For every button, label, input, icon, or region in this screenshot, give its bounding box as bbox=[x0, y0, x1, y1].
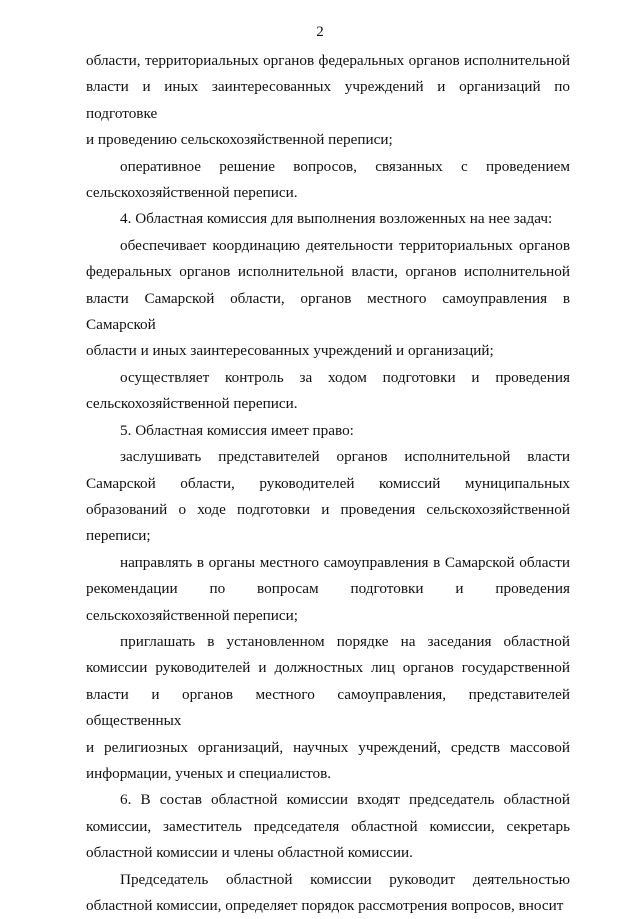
text-line: и религиозных организаций, научных учреждений, средств массовой bbox=[86, 738, 570, 756]
text-line: власти и органов местного самоуправления, представителей общественных bbox=[86, 685, 570, 730]
paragraph bbox=[86, 867, 570, 919]
paragraph bbox=[86, 629, 570, 787]
text-line: Самарской области, руководителей комиссий муниципальных bbox=[86, 474, 570, 492]
paragraph bbox=[86, 365, 570, 418]
text-line: сельскохозяйственной переписи. bbox=[86, 395, 298, 413]
text-line: переписи; bbox=[86, 527, 151, 545]
text-line: обеспечивает координацию деятельности территориальных органов bbox=[120, 236, 570, 254]
text-line: информации, ученых и специалистов. bbox=[86, 764, 332, 782]
paragraph bbox=[86, 154, 570, 207]
document-body bbox=[86, 48, 570, 919]
text-line: федеральных органов исполнительной власти, органов исполнительной bbox=[86, 263, 570, 281]
text-line: рекомендации по вопросам подготовки и проведения bbox=[86, 580, 570, 598]
text-line: комиссии, заместитель председателя областной комиссии, секретарь bbox=[86, 817, 570, 835]
text-line: 5. Областная комиссия имеет право: bbox=[120, 421, 354, 439]
text-line: 4. Областная комиссия для выполнения возложенных на нее задач: bbox=[120, 210, 553, 228]
text-line: областной комиссии и члены областной комиссии. bbox=[86, 844, 413, 862]
text-line: области, территориальных органов федеральных органов исполнительной bbox=[86, 52, 570, 69]
text-line: заслушивать представителей органов исполнительной власти bbox=[120, 448, 570, 466]
text-line: комиссии руководителей и должностных лиц органов государственной bbox=[86, 659, 570, 677]
text-line: области и иных заинтересованных учреждений и организаций; bbox=[86, 342, 494, 360]
page-number: 2 bbox=[316, 24, 324, 40]
text-line: направлять в органы местного самоуправления в Самарской области bbox=[120, 553, 570, 571]
paragraph bbox=[86, 233, 570, 365]
text-line: власти Самарской области, органов местного самоуправления в Самарской bbox=[86, 289, 570, 334]
text-line: приглашать в установленном порядке на заседания областной bbox=[120, 632, 570, 650]
paragraph bbox=[86, 444, 570, 550]
paragraph bbox=[86, 787, 570, 866]
paragraph bbox=[86, 48, 570, 154]
paragraph bbox=[86, 206, 570, 232]
text-line: сельскохозяйственной переписи; bbox=[86, 606, 298, 624]
text-line: образований о ходе подготовки и проведения сельскохозяйственной bbox=[86, 500, 570, 518]
text-line: власти и иных заинтересованных учреждений и организаций по подготовке bbox=[86, 78, 570, 122]
text-line: областной комиссии, определяет порядок рассмотрения вопросов, вносит bbox=[86, 897, 564, 914]
text-line: осуществляет контроль за ходом подготовки и проведения bbox=[120, 368, 570, 386]
text-line: оперативное решение вопросов, связанных с проведением bbox=[120, 157, 570, 175]
paragraph bbox=[86, 418, 570, 444]
text-line: сельскохозяйственной переписи. bbox=[86, 184, 298, 202]
paragraph bbox=[86, 550, 570, 629]
text-line: и проведению сельскохозяйственной переписи; bbox=[86, 131, 393, 149]
text-line: 6. В состав областной комиссии входят председатель областной bbox=[120, 791, 570, 809]
text-line: Председатель областной комиссии руководит деятельностью bbox=[120, 870, 570, 888]
